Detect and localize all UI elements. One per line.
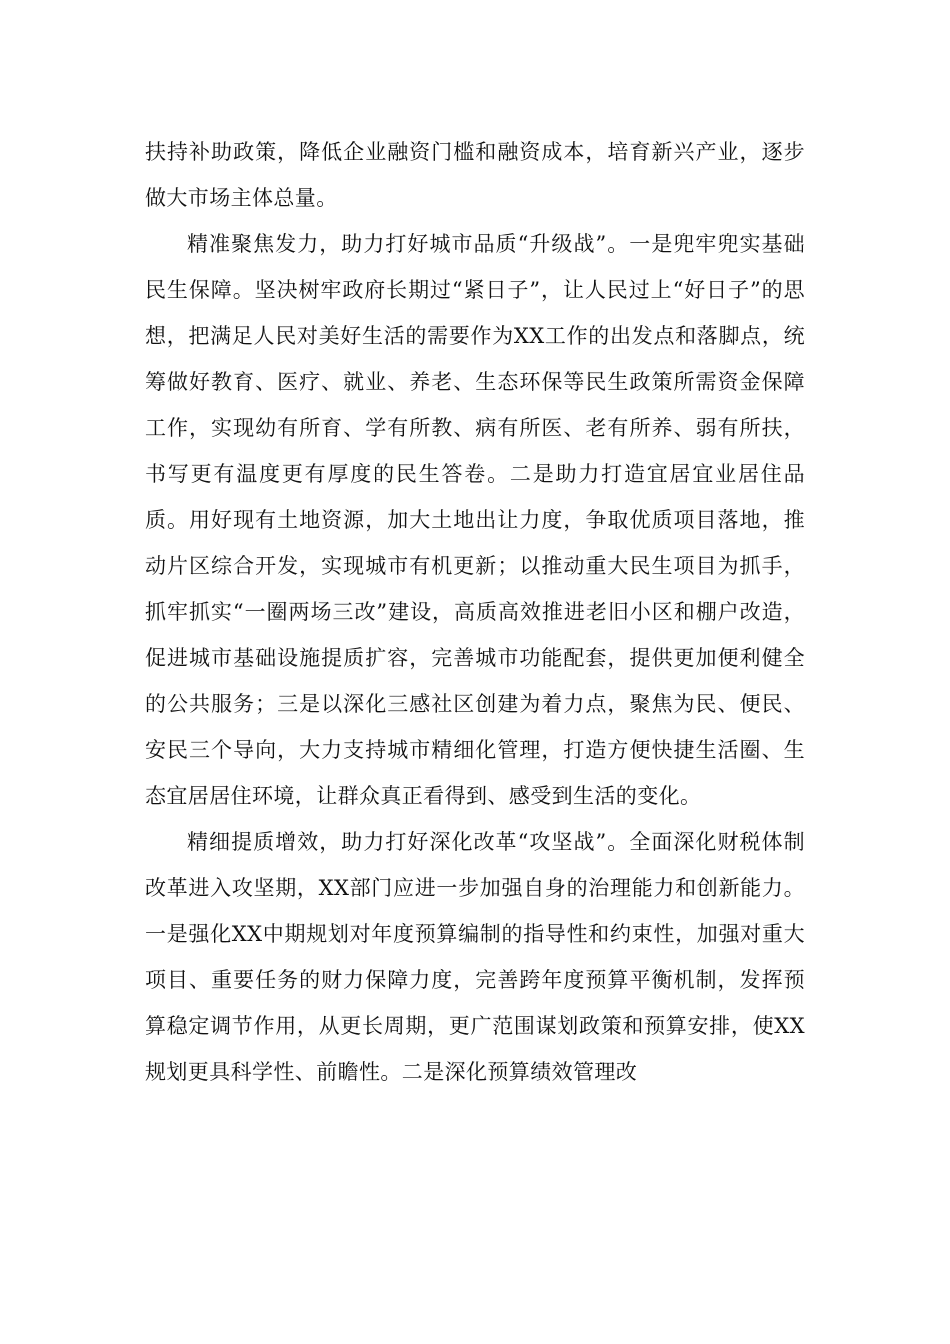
paragraph-1: 扶持补助政策，降低企业融资门槛和融资成本，培育新兴产业，逐步做大市场主体总量。 [145, 140, 805, 210]
document-body [145, 129, 805, 1095]
paragraph-3: 精细提质增效，助力打好深化改革“攻坚战”。全面深化财税体制改革进入攻坚期，XX部门应进一步加强自身的治理能力和创新能力。一是强化XX中期规划对年度预算编制的指导性和约束性，加强对重大项目、重要任务的财力保障力度，完善跨年度预算平衡机制，发挥预算稳定调节作用，从更长周期，更广范围谋划政策和预算安排，使XX规划更具科学性、前瞻性。二是深化预算绩效管理改 [145, 830, 805, 1084]
paragraph-2: 精准聚焦发力，助力打好城市品质“升级战”。一是兜牢兜实基础民生保障。坚决树牢政府长期过“紧日子”，让人民过上“好日子”的思想，把满足人民对美好生活的需要作为XX工作的出发点和落脚点，统筹做好教育、医疗、就业、养老、生态环保等民生政策所需资金保障工作，实现幼有所育、学有所教、病有所医、老有所养、弱有所扶，书写更有温度更有厚度的民生答卷。二是助力打造宜居宜业居住品质。用好现有土地资源，加大土地出让力度，争取优质项目落地，推动片区综合开发，实现城市有机更新；以推动重大民生项目为抓手，抓牢抓实“一圈两场三改”建设，高质高效推进老旧小区和棚户改造，促进城市基础设施提质扩容，完善城市功能配套，提供更加便利健全的公共服务；三是以深化三感社区创建为着力点，聚焦为民、便民、安民三个导向，大力支持城市精细化管理，打造方便快捷生活圈、生态宜居居住环境，让群众真正看得到、感受到生活的变化。 [145, 232, 805, 808]
